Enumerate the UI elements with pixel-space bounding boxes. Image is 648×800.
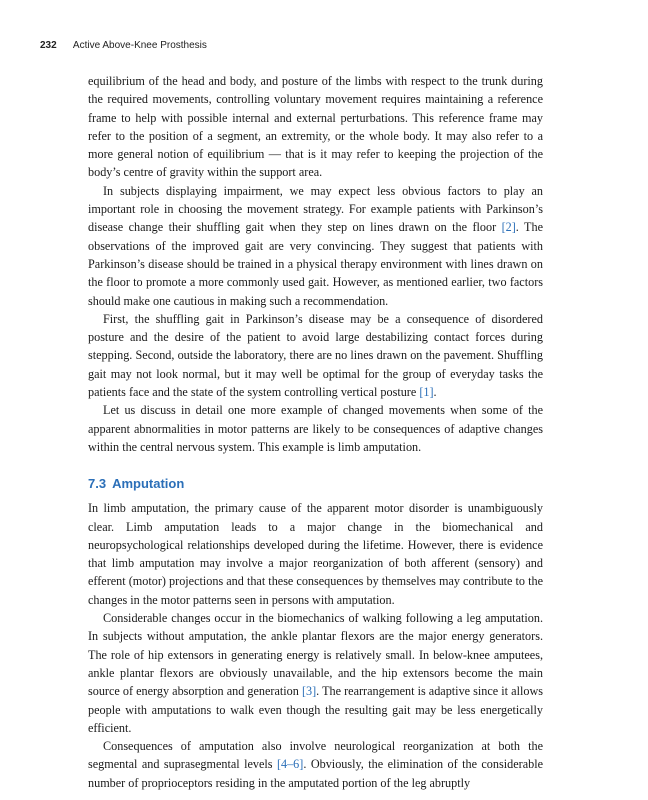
paragraphs-before-section [88, 72, 543, 456]
paragraph-text: . The observations of the improved gait are very convincing. They suggest that patients with Parkinson’s disease should be trained in a physical therapy environment with lines drawn on the floor to promote a more commonly used gait. However, as mentioned earlier, two factors should make one cautious in making such a recommendation. [88, 220, 544, 308]
paragraph-text: Let us discuss in detail one more example of changed movements when some of the apparent abnormalities in motor patterns are likely to be consequences of adaptive changes within the central nervous system. This example is limb amputation. [88, 403, 543, 454]
page-number: 232 [40, 40, 57, 51]
paragraph-text: In subjects displaying impairment, we may expect less obvious factors to play an important role in choosing the movement strategy. For example patients with Parkinson’s disease change their shuffling gait when they step on lines drawn on the floor [88, 183, 543, 235]
section-title: Amputation [112, 476, 185, 492]
paragraph-p7 [88, 737, 543, 792]
paragraph-p2 [88, 182, 543, 310]
paragraphs-after-section [88, 499, 543, 792]
running-title: Active Above-Knee Prosthesis [72, 40, 207, 51]
paragraph-text: In limb amputation, the primary cause of the apparent motor disorder is unambiguously clear. Limb amputation leads to a major change in the biomechanical and neuropsychological relationships developed during the lifetime. However, there is evidence that limb amputation may involve a major reorganization of both afferent (sensory) and efferent (motor) projections and that these consequences by themselves may contribute to the changes in the motor patterns seen in persons with amputation. [88, 501, 543, 607]
section-heading [88, 476, 543, 491]
citation-link[interactable]: [4–6] [276, 757, 304, 772]
paragraph-text: equilibrium of the head and body, and posture of the limbs with respect to the trunk during the required movements, controlling voluntary movement requires maintaining a reference frame to help with possible internal and external perturbations. This reference frame may refer to the position of a segment, an extremity, or the whole body. It may also refer to a more general notion of equilibrium — that is it may refer to keeping the projection of the body’s centre of gravity within the support area. [88, 74, 543, 180]
section-number: 7.3 [88, 476, 107, 492]
citation-link[interactable]: [3] [301, 684, 317, 699]
paragraph-text: . Obviously, the elimination of the considerable number of proprioceptors residing in the amputated portion of the leg abruptly [88, 757, 543, 790]
paragraph-text: Considerable changes occur in the biomechanics of walking following a leg amputation. In subjects without amputation, the ankle plantar flexors are the major energy generators. The role of hip extensors in generating energy is relatively small. In below-knee amputees, ankle plantar flexors are obviously unavailable, and the hip extensors become the main source of energy absorption and generation [88, 611, 543, 699]
running-head [40, 40, 207, 51]
citation-link[interactable]: [1] [419, 385, 434, 400]
citation-link[interactable]: [2] [501, 220, 516, 235]
paragraph-p1 [88, 72, 543, 182]
paragraph-text: First, the shuffling gait in Parkinson’s disease may be a consequence of disordered posture and the desire of the patient to avoid large destabilizing contact forces during stepping. Second, outside the laboratory, there are no lines drawn on the pavement. Shuffling gait may not look normal, but it may well be optimal for the group of everyday tasks the patients face and the state of the system controlling vertical posture [88, 311, 543, 400]
page-body [88, 72, 543, 792]
paragraph-p3 [88, 310, 543, 401]
paragraph-p5 [88, 499, 543, 609]
paragraph-text: . The rearrangement is adaptive since it allows people with amputations to walk even though the resulting gait may be less energetically efficient. [88, 684, 543, 735]
paragraph-p4 [88, 401, 543, 456]
paragraph-p6 [88, 609, 543, 737]
paragraph-text: Consequences of amputation also involve neurological reorganization at both the segmental and suprasegmental levels [88, 739, 543, 772]
paragraph-text: . [433, 385, 437, 400]
